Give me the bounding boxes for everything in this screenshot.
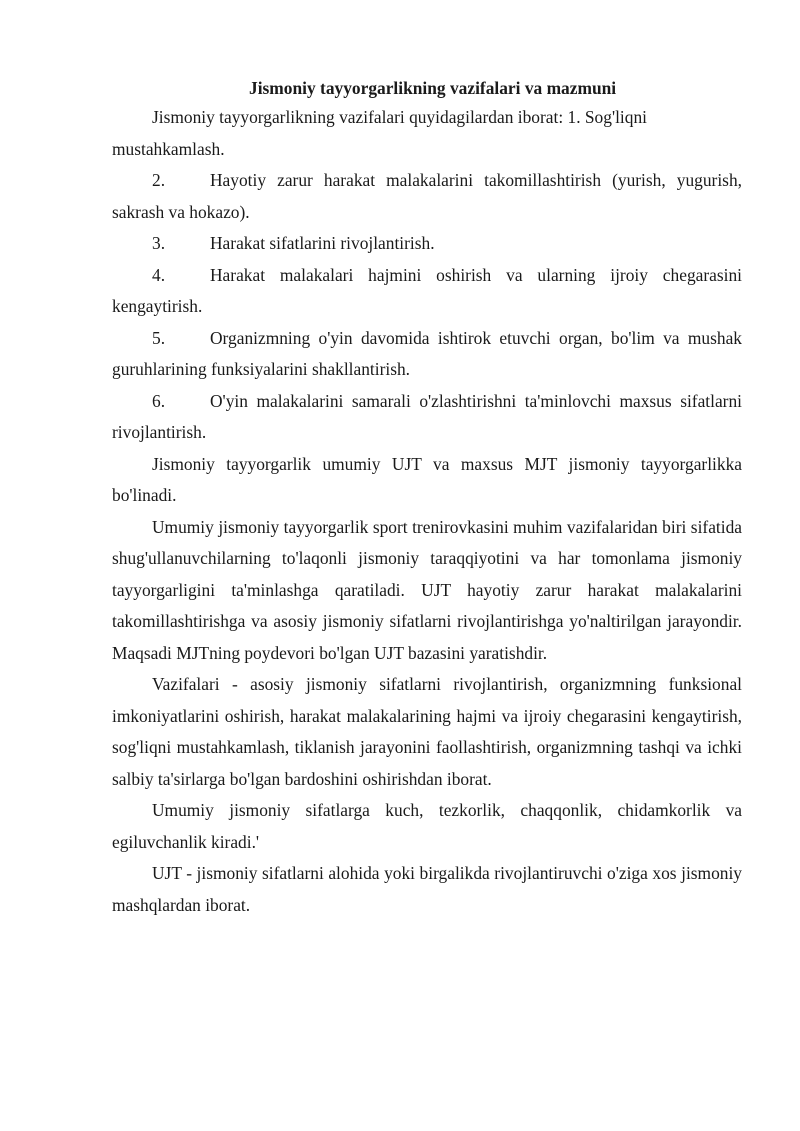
list-item-number: 4.: [152, 264, 166, 285]
list-item: [112, 228, 742, 260]
list-item-text: Harakat sifatlarini rivojlantirish.: [210, 233, 435, 253]
document-page: [112, 75, 742, 921]
list-item-text: Harakat malakalari hajmini oshirish va ularning ijroiy chegarasini kengaytirish.: [112, 264, 742, 316]
list-item-number: 5.: [152, 327, 166, 348]
list-item-number: 3.: [152, 233, 166, 253]
list-item: [112, 386, 742, 449]
list-item-number: 2.: [152, 170, 166, 190]
list-item: [112, 323, 742, 386]
body-paragraph: Vazifalari - asosiy jismoniy sifatlarni rivojlantirish, organizmning funksional imkoniyatlarini oshirish, harakat malakalarining hajmi va ijroiy chegarasini kengaytirish, sog'liqni mustahkamlash, tiklanish jarayonini faollashtirish, organizmning tashqi va ichki salbiy ta'sirlarga bo'lgan bardoshini oshirishdan iborat.: [112, 674, 742, 789]
list-item-text: Organizmning o'yin davomida ishtirok etuvchi organ, bo'lim va mushak guruhlarining funksiyalarini shakllantirish.: [112, 327, 742, 379]
list-item-text: O'yin malakalarini samarali o'zlashtirishni ta'minlovchi maxsus sifatlarni rivojlantirish.: [112, 390, 742, 442]
body-paragraph: Umumiy jismoniy tayyorgarlik sport trenirovkasini muhim vazifalaridan biri sifatida shug'ullanuvchilarning to'laqonli jismoniy taraqqiyotini va har tomonlama jismoniy tayyorgarligini ta'minlashga qaratiladi. UJT hayotiy zarur harakat malakalarini takomillashtirishga va asosiy jismoniy sifatlarni rivojlantirishga yo'naltirilgan jarayondir. Maqsadi MJTning poydevori bo'lgan UJT bazasini yaratishdir.: [112, 516, 742, 663]
body-paragraph: Umumiy jismoniy sifatlarga kuch, tezkorlik, chaqqonlik, chidamkorlik va egiluvchanlik kiradi.': [112, 800, 742, 852]
body-paragraph: Jismoniy tayyorgarlik umumiy UJT va maxsus MJT jismoniy tayyorgarlikka bo'linadi.: [112, 453, 742, 505]
list-item-number: 6.: [152, 390, 166, 411]
document-title: Jismoniy tayyorgarlikning vazifalari va mazmuni: [249, 78, 617, 98]
intro-paragraph: Jismoniy tayyorgarlikning vazifalari quyidagilardan iborat: 1. Sog'liqni mustahkamlash.: [112, 107, 647, 159]
list-item: [112, 165, 742, 228]
list-item-text: Hayotiy zarur harakat malakalarini takomillashtirish (yurish, yugurish, sakrash va hokazo).: [112, 170, 742, 222]
body-paragraph: UJT - jismoniy sifatlarni alohida yoki birgalikda rivojlantiruvchi o'ziga xos jismoniy mashqlardan iborat.: [112, 863, 742, 915]
list-item: [112, 260, 742, 323]
